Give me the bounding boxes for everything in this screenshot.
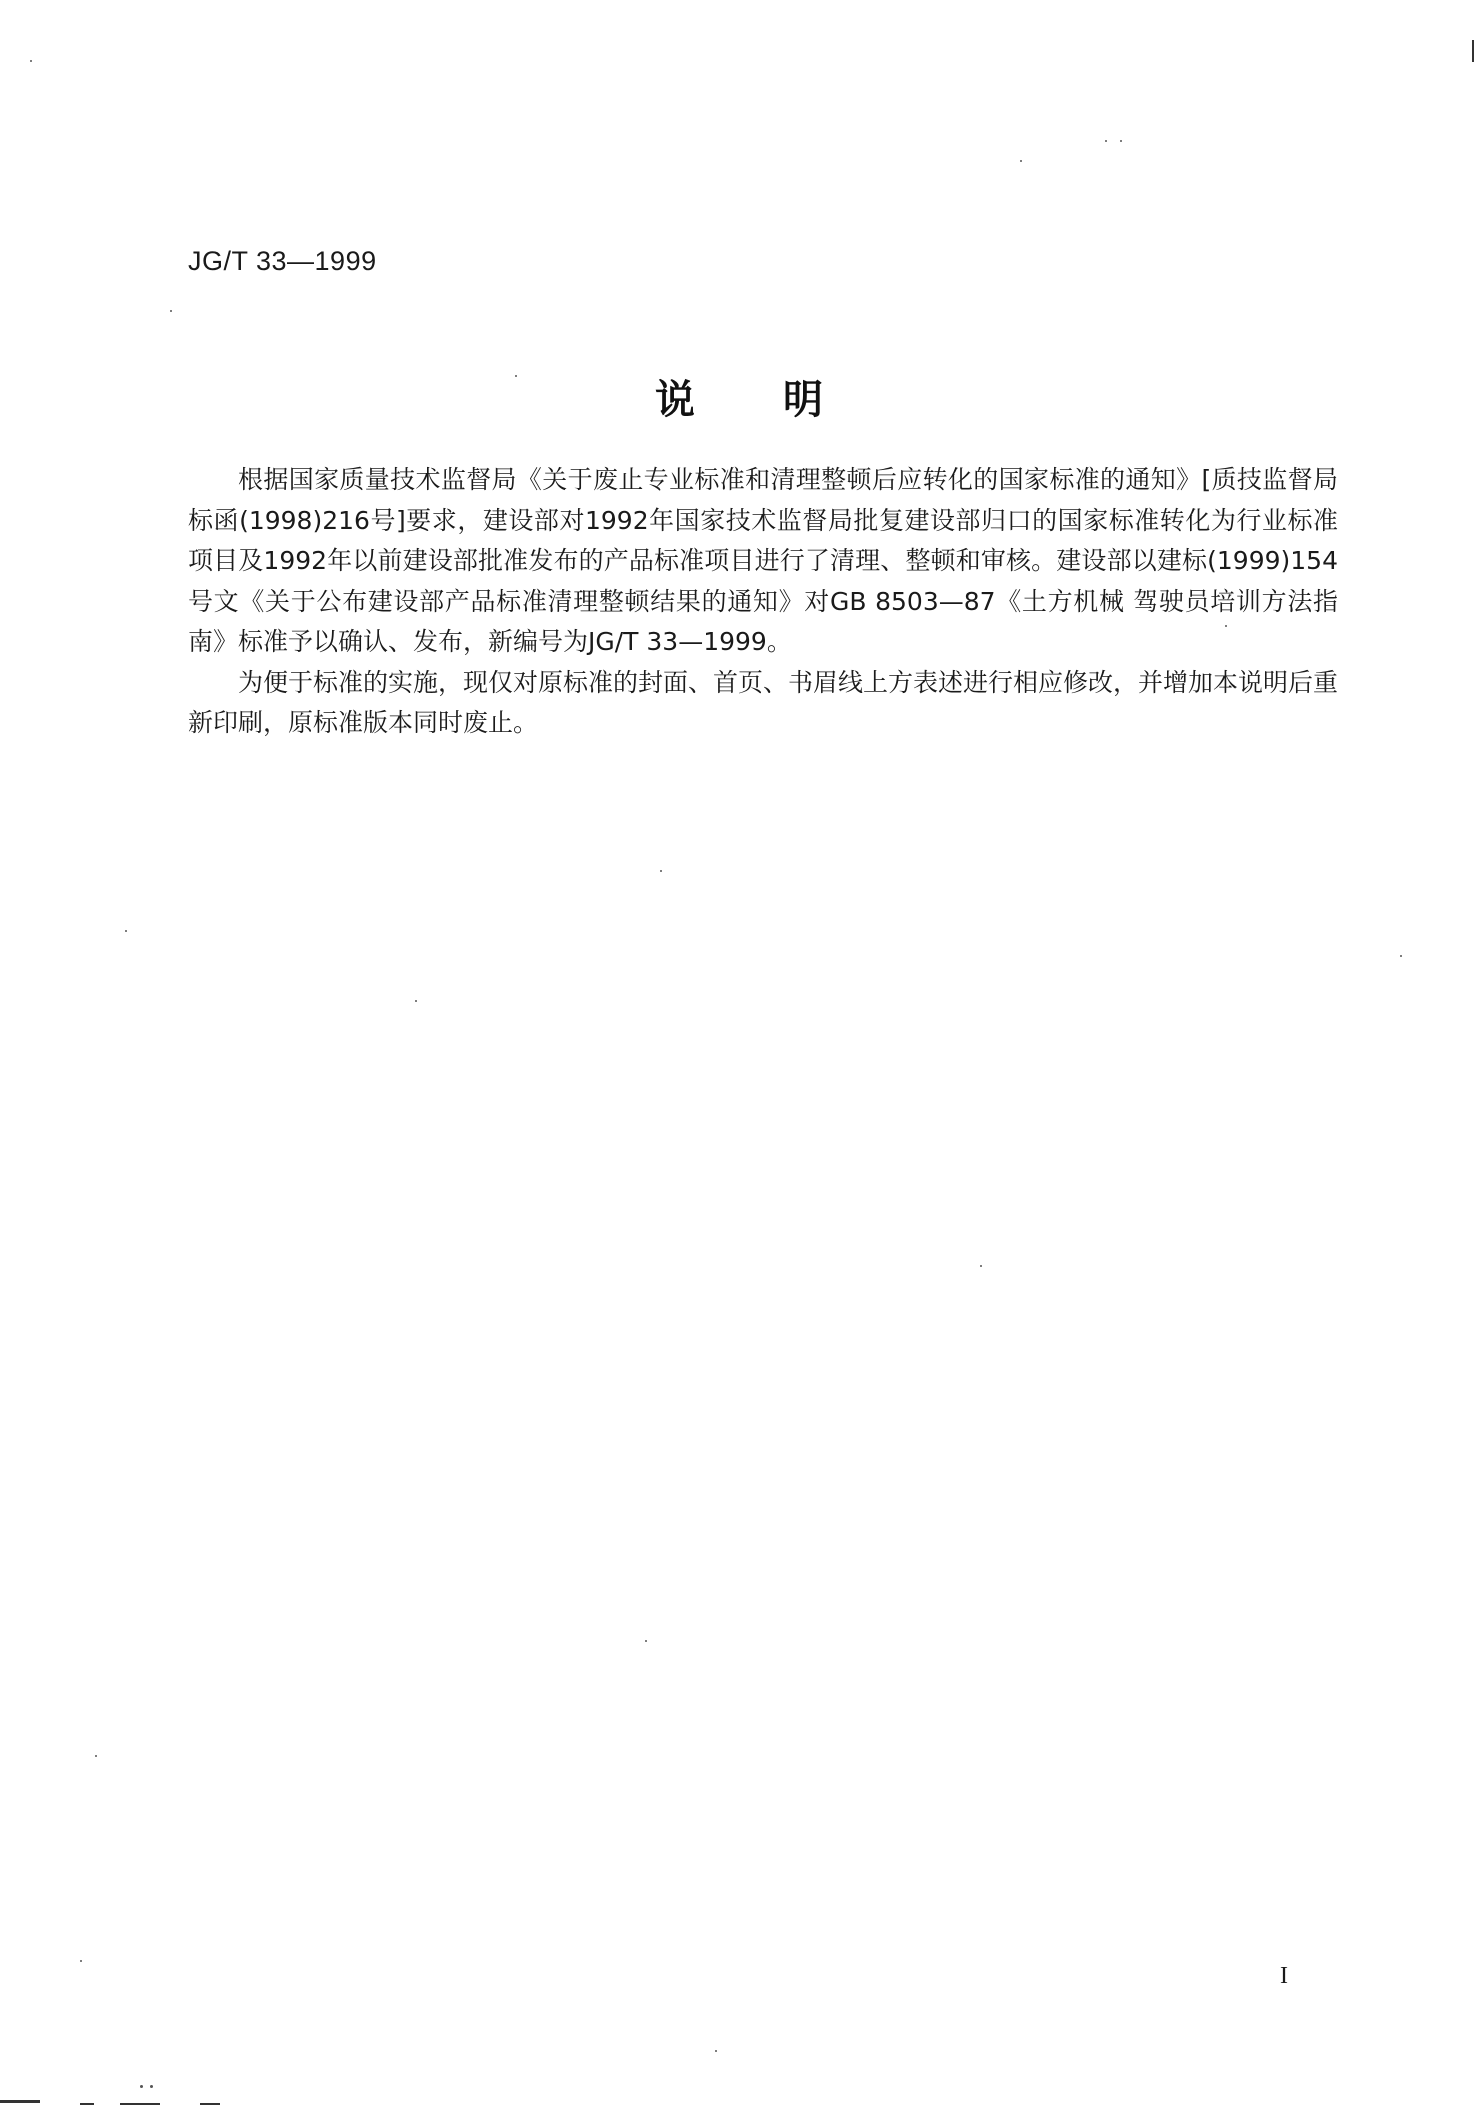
scan-speck: [150, 2085, 153, 2088]
scan-speck: [645, 1640, 647, 1642]
paragraph-2: 为便于标准的实施，现仅对原标准的封面、首页、书眉线上方表述进行相应修改，并增加本说明后重新印刷，原标准版本同时废止。: [188, 667, 1339, 737]
page-title: 说明: [655, 377, 911, 423]
page-number: I: [1280, 1963, 1288, 1989]
scan-speck: [1105, 140, 1107, 142]
scan-speck: [125, 930, 127, 932]
scan-speck: [80, 1960, 82, 1962]
scan-speck: [1020, 160, 1022, 162]
edge-mark: [200, 2103, 220, 2105]
scan-speck: [1400, 955, 1402, 957]
scan-speck: [660, 870, 662, 872]
scan-speck: [140, 2085, 143, 2088]
body-text: [188, 460, 1338, 744]
edge-mark: [80, 2103, 94, 2105]
scan-speck: [415, 1000, 417, 1002]
paragraph-1: 根据国家质量技术监督局《关于废止专业标准和清理整顿后应转化的国家标准的通知》[质技监督局标函(1998)216号]要求，建设部对1992年国家技术监督局批复建设部归口的国家标准转化为行业标准项目及1992年以前建设部批准发布的产品标准项目进行了清理、整顿和审核。建设部以建标(1999)154号文《关于公布建设部产品标准清理整顿结果的通知》对GB 8503—87《土方机械 驾驶员培训方法指南》标准予以确认、发布，新编号为JG/T 33—1999。: [188, 465, 1338, 656]
scan-speck: [170, 310, 172, 312]
edge-mark: [1472, 40, 1474, 62]
scan-speck: [1225, 625, 1227, 627]
standard-code-header: JG/T 33—1999: [188, 246, 377, 276]
scan-speck: [980, 1265, 982, 1267]
edge-mark: [120, 2103, 160, 2105]
edge-mark: [0, 2100, 40, 2103]
scan-speck: [95, 1755, 97, 1757]
scan-speck: [1120, 140, 1122, 142]
scan-speck: [515, 375, 517, 377]
scan-speck: [30, 60, 32, 62]
scan-speck: [715, 2050, 717, 2052]
